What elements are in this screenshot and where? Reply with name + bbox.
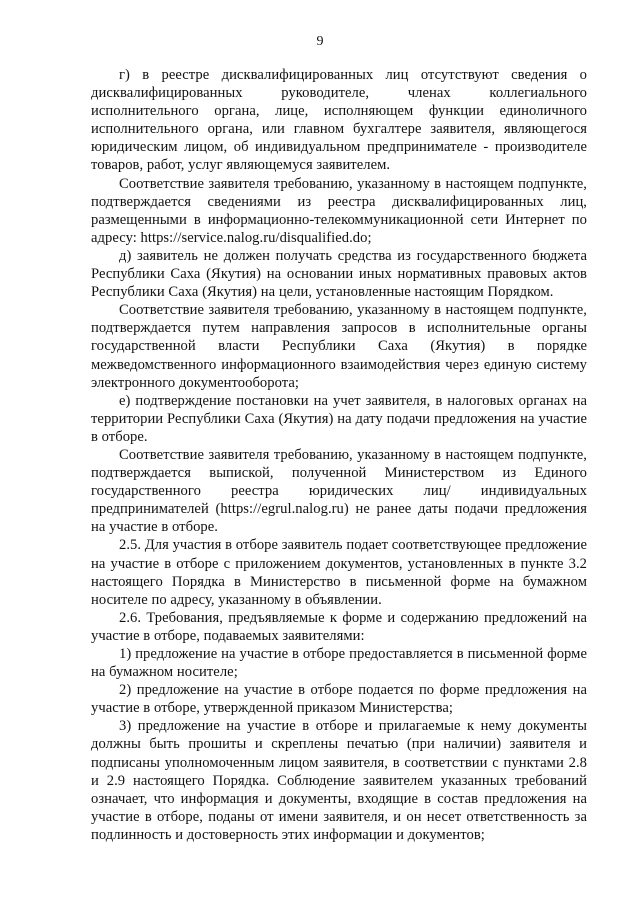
document-body (91, 66, 587, 844)
paragraph-2-6-item-3: 3) предложение на участие в отборе и прилагаемые к нему документы должны быть прошиты и скреплены печатью (при наличии) заявителя и подписаны уполномоченным лицом заявителя, в соответствии с пунктами 2.8 и 2.9 настоящего Порядка. Соблюдение заявителем указанных требований означает, что информация и документы, входящие в состав предложения на участие в отборе, поданы от имени заявителя, и он несет ответственность за подлинность и достоверность этих информации и документов; (91, 718, 587, 843)
paragraph-e-compliance: Соответствие заявителя требованию, указанному в настоящем подпункте, подтверждается выпиской, полученной Министерством из Единого государственного реестра юридических лиц/ индивидуальных предпринимателей (https://egrul.nalog.ru) не ранее даты подачи предложения на участие в отборе. (91, 446, 587, 536)
paragraph-2-6-item-2: 2) предложение на участие в отборе подается по форме предложения на участие в отборе, утвержденной приказом Министерства; (91, 682, 587, 717)
paragraph-g-compliance: Соответствие заявителя требованию, указанному в настоящем подпункте, подтверждается сведениями из реестра дисквалифицированных лиц, размещенными в информационно-телекоммуникационной сети Интернет по адресу: https://service.nalog.ru/disqualified.do; (91, 175, 587, 246)
paragraph-2-6-item-1: 1) предложение на участие в отборе предоставляется в письменной форме на бумажном носителе; (91, 646, 587, 681)
page-number: 9 (316, 34, 324, 49)
paragraph-2-5: 2.5. Для участия в отборе заявитель подает соответствующее предложение на участие в отборе с приложением документов, установленных в пункте 3.2 настоящего Порядка в Министерство в письменной форме на бумажном носителе по адресу, указанному в объявлении. (91, 537, 588, 608)
paragraph-e-tax-registration: е) подтверждение постановки на учет заявителя, в налоговых органах на территории Республики Саха (Якутия) на дату подачи предложения на участие в отборе. (91, 392, 587, 445)
paragraph-d-compliance: Соответствие заявителя требованию, указанному в настоящем подпункте, подтверждается путем направления запросов в исполнительные органы государственной власти Республики Саха (Якутия) в порядке межведомственного информационного взаимодействия через единую систему электронного документооборота; (91, 302, 587, 391)
paragraph-d-budget-funds: д) заявитель не должен получать средства из государственного бюджета Республики Саха (Якутия) на основании иных нормативных правовых актов Республики Саха (Якутия) на цели, установленные настоящим Порядком. (91, 247, 587, 301)
paragraph-2-6: 2.6. Требования, предъявляемые к форме и содержанию предложений на участие в отборе, подаваемых заявителями: (91, 609, 587, 644)
paragraph-g-disqualified-registry: г) в реестре дисквалифицированных лиц отсутствуют сведения о дисквалифицированных руководителе, членах коллегиального исполнительного органа, лице, исполняющем функции единоличного исполнительного органа, или главном бухгалтере заявителя, являющегося юридическим лицом, об индивидуальном предпринимателе - производителе товаров, работ, услуг являющемуся заявителем. (91, 67, 587, 174)
